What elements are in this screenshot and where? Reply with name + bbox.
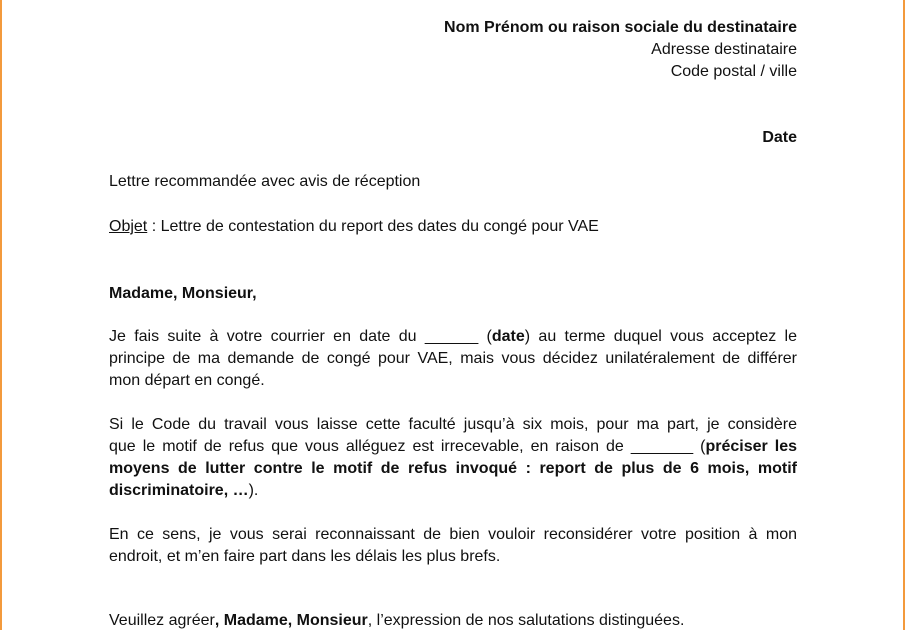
- delivery-mode: Lettre recommandée avec avis de réception: [109, 173, 421, 190]
- p1-text-a: Je fais suite à votre courrier en date du ______ (: [109, 328, 492, 345]
- subject-label: Objet: [109, 218, 148, 235]
- paragraph-1-line-2: principe de ma demande de congé pour VAE, mais vous décidez unilatéralement de différer: [109, 350, 797, 367]
- closing-a: Veuillez agréer: [109, 612, 215, 629]
- salutation: Madame, Monsieur,: [109, 285, 257, 302]
- right-page-edge: [903, 0, 905, 630]
- paragraph-2-line-3: moyens de lutter contre le motif de refus invoqué : report de plus de 6 mois, motif: [109, 460, 797, 477]
- closing-formula: [109, 611, 684, 630]
- date-label: Date: [762, 129, 797, 146]
- paragraph-2: [109, 414, 797, 502]
- recipient-name: Nom Prénom ou raison sociale du destinataire: [444, 19, 797, 36]
- p1-date-placeholder: date: [491, 328, 525, 345]
- paragraph-2-line-2: [109, 436, 797, 458]
- closing-c: , l’expression de nos salutations distinguées.: [367, 612, 685, 629]
- paragraph-1: [109, 326, 797, 392]
- paragraph-3-line-2: endroit, et m’en faire part dans les délais les plus brefs.: [109, 548, 501, 565]
- subject-text: Lettre de contestation du report des dates du congé pour VAE: [160, 218, 599, 235]
- paragraph-3: [109, 524, 797, 568]
- paragraph-2-line-4: [109, 480, 797, 502]
- p2-text-a: que le motif de refus que vous alléguez est irrecevable, en raison de _______ (: [109, 438, 706, 455]
- p1-text-c: ) au terme duquel vous acceptez le: [524, 328, 798, 345]
- recipient-city: Code postal / ville: [670, 63, 797, 80]
- paragraph-1-line-1: [109, 326, 797, 348]
- p2-bold-b: préciser les: [705, 438, 798, 455]
- p2-end: ).: [248, 482, 259, 499]
- subject-separator: :: [147, 218, 161, 235]
- closing-b: , Madame, Monsieur: [214, 612, 368, 629]
- left-page-edge: [0, 0, 2, 630]
- paragraph-1-line-3: mon départ en congé.: [109, 372, 265, 389]
- subject-line: [109, 217, 599, 236]
- paragraph-3-line-1: En ce sens, je vous serai reconnaissant de bien vouloir reconsidérer votre position à mon: [109, 526, 797, 543]
- p2-bold-end: discriminatoire, …: [109, 482, 249, 499]
- recipient-address: Adresse destinataire: [651, 41, 797, 58]
- paragraph-2-line-1: Si le Code du travail vous laisse cette faculté jusqu’à six mois, pour ma part, je considère: [109, 416, 797, 433]
